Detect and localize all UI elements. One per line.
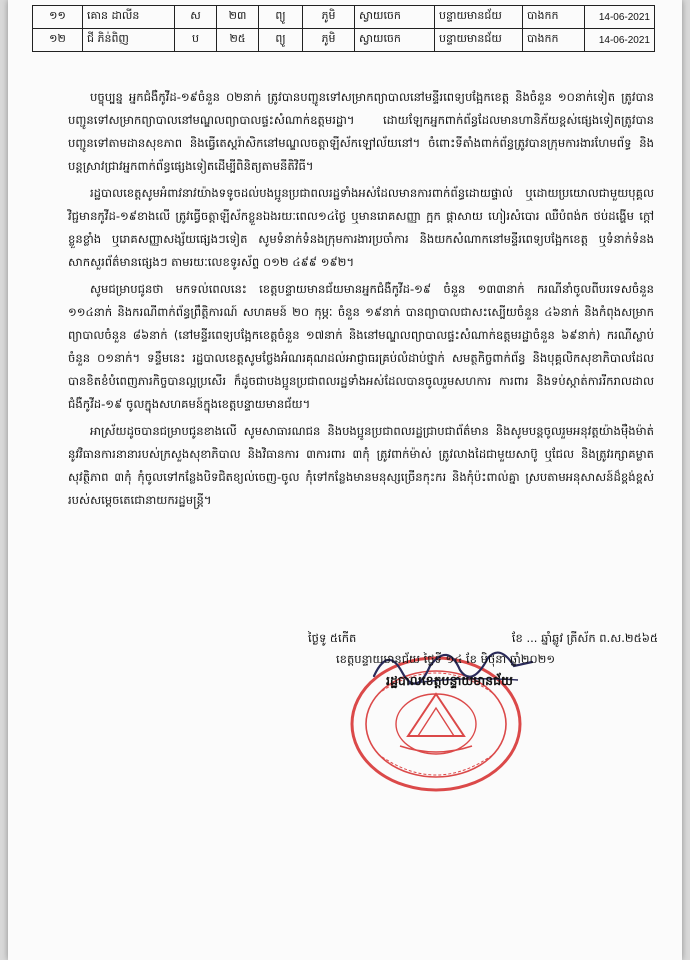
cell-age: ២៣ — [217, 6, 259, 29]
issuing-authority: រដ្ឋបាលខេត្តបន្ទាយមានជ័យ — [386, 673, 513, 688]
cell-age: ២៥ — [217, 29, 259, 52]
body-text — [68, 86, 654, 516]
document-page — [8, 0, 682, 960]
paragraph-appeal: រដ្ឋបាលខេត្តសូមអំពាវនាវយ៉ាងទទូចដល់បងប្អូនប្រជាពលរដ្ឋទាំងអស់ដែលមានការពាក់ព័ន្ធដោយផ្ទាល់ ឬដោយប្រយោលជាមួយបុគ្គលវិជ្ជមានកូវីដ-១៩ខាងលើ ត្រូវធ្វើចត្តាឡីស័កខ្លួនឯងរយៈពេល១៤ថ្ងៃ ឬមានរោគសញ្ញា ក្អក ផ្តាសាយ ហៀរសំបោរ ឈឺបំពង់ក ថប់ដង្ហើម ក្តៅខ្លួនខ្លាំង ឬរោគសញ្ញាសង្ស័យផ្សេងៗទៀត សូមទំនាក់ទំនងក្រុមការងារប្រចាំការ និងយកសំណាកនៅមន្ទីរពេទ្យបង្អែកខេត្ត ឬទំនាក់ទំនងសាកសួរព័ត៌មានផ្សេងៗ តាមរយៈលេខទូរស័ព្ទ ០១២ ៤៩៩ ១៩២។ — [68, 186, 654, 269]
cell-kind: ភូមិ — [303, 6, 355, 29]
cell-date: 14-06-2021 — [585, 29, 655, 52]
paragraph-current-cases: បច្ចុប្បន្ន អ្នកជំងឺកូវីដ-១៩ចំនួន ០២នាក់ ត្រូវបានបញ្ជូនទៅសម្រាកព្យាបាលនៅមន្ទីរពេទ្យបង្អែកខេត្ត និងចំនួន ១០នាក់ទៀត ត្រូវបានបញ្ជូនទៅសម្រាកព្យាបាលនៅមណ្ឌលព្យាបាលផ្ទះសំណាក់ឧត្តមរដ្ឋា។ ដោយឡែកអ្នកពាក់ព័ន្ធដែលមានហានិភ័យខ្ពស់ផ្សេងទៀតត្រូវបានបញ្ជូនទៅតាមដានសុខភាព និងធ្វើតេស្តរ៉ាសិកនៅមណ្ឌលចត្តាឡីស័កឡៅល័យនៅ។ ចំពោះទីតាំងពាក់ព័ន្ធត្រូវបានក្រុមការងារហែមព័ទ្ធ និងបន្តស្រាវជ្រាវអ្នកពាក់ព័ន្ធផ្សេងទៀតដើម្បីពិនិត្យតាមនីតិវិធី។ — [68, 90, 654, 173]
cell-name: គោន ដាលីន — [83, 6, 175, 29]
paragraph-statistics: សូមជម្រាបជូនថា មកទល់ពេលនេះ ខេត្តបន្ទាយមានជ័យមានអ្នកជំងឺកូវីដ-១៩ ចំនួន ១៣៣នាក់ ករណីនាំចូលពីបរទេសចំនួន ១១៤នាក់ និងករណីពាក់ព័ន្ធព្រឹត្តិការណ៍ សហគមន៍ ២០ កុម្ភៈ ចំនួន ១៩នាក់ បានព្យាបាលជាសះស្បើយចំនួន ៤៦នាក់ និងកំពុងសម្រាកព្យាបាលចំនួន ៨៦នាក់ (នៅមន្ទីរពេទ្យបង្អែកខេត្តចំនួន ១៧នាក់ និងនៅមណ្ឌលព្យាបាលផ្ទះសំណាក់ឧត្តមរដ្ឋាចំនួន ៦៩នាក់) ករណីស្លាប់ចំនួន ០១នាក់។ ទន្ទឹមនេះ រដ្ឋបាលខេត្តសូមថ្លែងអំណរគុណដល់អាជ្ញាធរគ្រប់លំដាប់ថ្នាក់ សមត្ថកិច្ចពាក់ព័ន្ធ និងបុគ្គលិកសុខាភិបាលដែលបានខិតខំបំពេញភារកិច្ចបានល្អប្រសើរ ក៏ដូចជាបងប្អូនប្រជាពលរដ្ឋទាំងអស់ដែលបានចូលរួមសហការ ការពារ និងទប់ស្កាត់ការរីករាលដាលជំងឺកូវីដ-១៩ ចូលក្នុងសហគមន៍ក្នុងខេត្តបន្ទាយមានជ័យ។ — [68, 282, 654, 411]
cell-kind: ភូមិ — [303, 29, 355, 52]
cell-name: ជី ភិន់ពិញ — [83, 29, 175, 52]
case-table — [32, 5, 655, 52]
cell-district: បន្ទាយមានជ័យ — [435, 29, 523, 52]
cell-district: បន្ទាយមានជ័យ — [435, 6, 523, 29]
cell-status: ព្យូ — [259, 29, 303, 52]
cell-place: ស្វាយចេក — [355, 29, 435, 52]
paragraph-measures: អាស្រ័យដូចបានជម្រាបជូនខាងលើ សូមសាធារណជន និងបងប្អូនប្រជាពលរដ្ឋជ្រាបជាព័ត៌មាន និងសូមបន្តចូលរួមអនុវត្តយ៉ាងម៉ឺងម៉ាត់នូវវិធានការនានារបស់ក្រសួងសុខាភិបាល និងវិធានការ ៣ការពារ ៣កុំ ត្រូវពាក់ម៉ាស់ ត្រូវលាងដៃជាមួយសាប៊ូ ឬជែល និងត្រូវរក្សាគម្លាតសុវត្ថិភាព ៣កុំ កុំចូលទៅកន្លែងបិទជិតខ្យល់ចេញ-ចូល កុំទៅកន្លែងមានមនុស្សច្រើនកុះករ និងកុំប៉ះពាល់គ្នា ស្របតាមអនុសាសន៍ដ៏ខ្ពង់ខ្ពស់របស់សម្តេចតេជោនាយករដ្ឋមន្ត្រី។ — [68, 424, 654, 507]
cell-date: 14-06-2021 — [585, 6, 655, 29]
cell-sex: ប — [175, 29, 217, 52]
cell-province: បាងកក — [523, 6, 585, 29]
cell-sex: ស — [175, 6, 217, 29]
cell-no: ១២ — [33, 29, 83, 52]
cell-place: ស្វាយចេក — [355, 6, 435, 29]
lunar-day: ថ្ងៃទូ ៥កើត — [308, 631, 357, 645]
table-row — [33, 6, 655, 29]
table-row — [33, 29, 655, 52]
cell-status: ព្យូ — [259, 6, 303, 29]
cell-province: បាងកក — [523, 29, 585, 52]
solar-date: ខេត្តបន្ទាយមានជ័យ ថ្ងៃទី ១៤ ខែ មិថុនា ឆ្នាំ២០២១ — [336, 652, 556, 666]
date-line — [308, 628, 658, 649]
signature-block — [308, 628, 658, 691]
cell-no: ១១ — [33, 6, 83, 29]
lunar-month-year: ខែ ... ឆ្នាំឆ្លូវ ត្រីស័ក ព.ស.២៥៦៥ — [511, 631, 658, 645]
